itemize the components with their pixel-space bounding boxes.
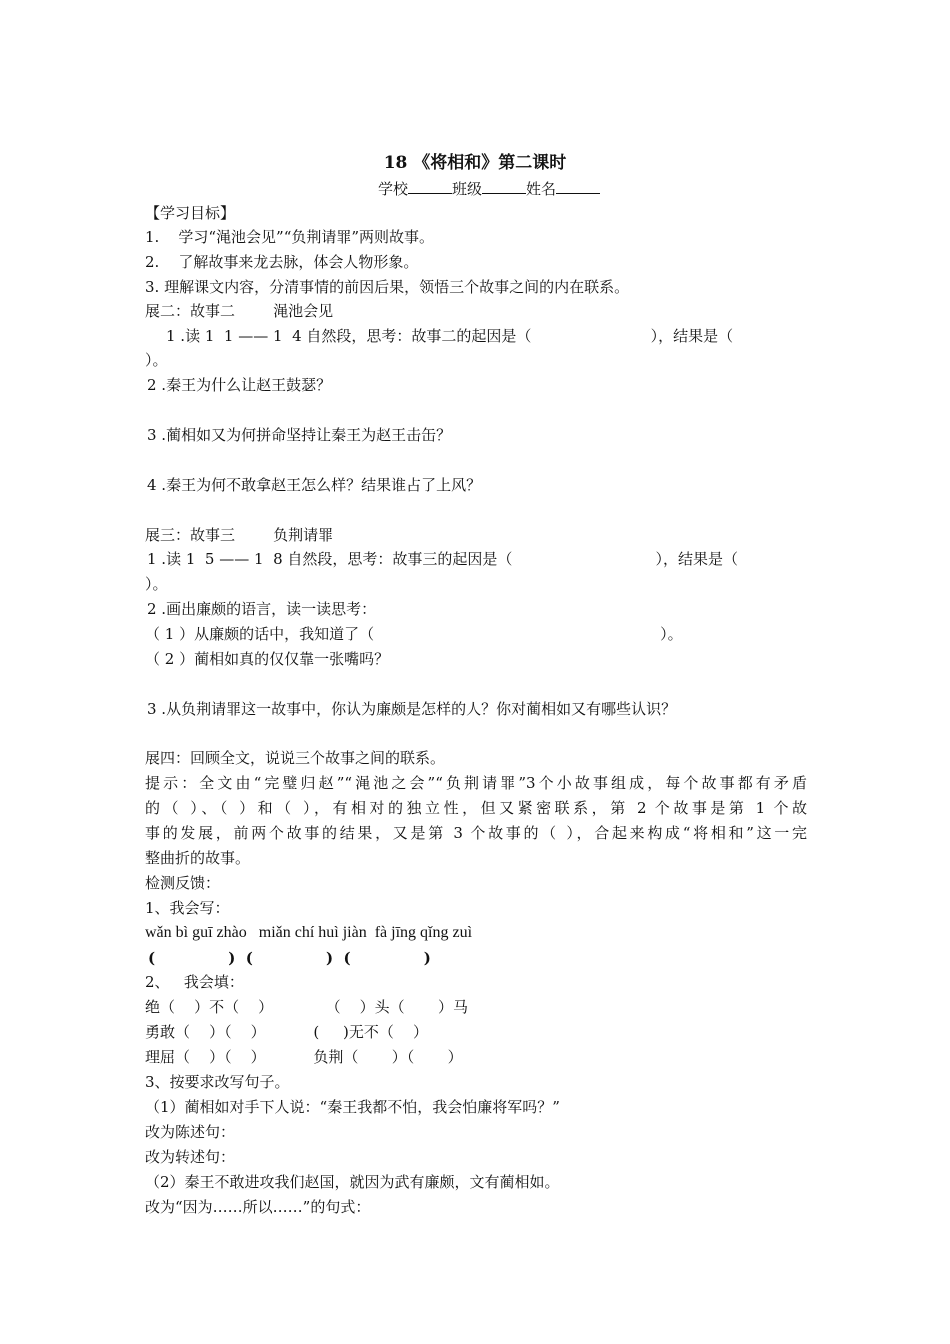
rewrite-prompt-because-so: 改为“因为……所以……”的句式：	[145, 1198, 371, 1216]
goal-item: 3. 理解课文内容，分清事情的前因后果，领悟三个故事之间的内在联系。	[145, 278, 630, 296]
feedback-section-1: 1、我会写：	[145, 899, 230, 917]
rewrite-prompt-reported: 改为转述句：	[145, 1148, 236, 1166]
goal-item: 1. 学习“渑池会见”“负荆请罪”两则故事。	[145, 228, 435, 246]
story4-hint-line: 的（ ）、（ ）和（ ），有相对的独立性，但又紧密联系，第 2 个故事是第 1 个故	[145, 799, 807, 817]
fill-row: 勇敢（ ）（ ） ( )无不（ ）	[145, 1023, 428, 1041]
story3-question-1-end: ）。	[145, 575, 168, 593]
goal-item: 2. 了解故事来龙去脉，体会人物形象。	[145, 253, 419, 271]
story4-hint-line: 事的发展，前两个故事的结果，又是第 3 个故事的（ ），合起来构成“将相和”这一完	[145, 824, 807, 842]
story4-heading: 展四：回顾全文，说说三个故事之间的联系。	[145, 749, 446, 767]
story2-question-1-end: ）。	[145, 351, 168, 369]
goals-heading: 【学习目标】	[145, 204, 236, 222]
story3-question-2b: （ 2 ）蔺相如真的仅仅靠一张嘴吗？	[145, 650, 390, 668]
story2-question-3: 3 .蔺相如又为何拼命坚持让秦王为赵王击缶？	[147, 426, 452, 444]
feedback-section-3: 3、按要求改写句子。	[145, 1073, 290, 1091]
class-blank[interactable]	[482, 179, 526, 194]
story3-question-2a: （ 1 ）从廉颇的话中，我知道了（ ）。	[145, 625, 683, 643]
story4-hint-line: 提示：全文由“完璧归赵”“渑池之会”“负荆请罪”3个小故事组成，每个故事都有矛盾	[145, 774, 807, 792]
story2-heading: 展二：故事二 渑池会见	[145, 302, 334, 320]
fill-row: 绝（ ）不（ ） （ ）头（ ）马	[145, 998, 469, 1016]
feedback-heading: 检测反馈：	[145, 874, 221, 892]
rewrite-prompt-declarative: 改为陈述句：	[145, 1123, 236, 1141]
pinyin-answer-brackets[interactable]: ( ) ( ) ( )	[148, 949, 431, 967]
rewrite-sentence-1: （1）蔺相如对手下人说：“秦王我都不怕，我会怕廉将军吗？”	[145, 1098, 560, 1116]
story3-heading: 展三：故事三 负荆请罪	[145, 526, 334, 544]
name-blank[interactable]	[556, 179, 600, 194]
pinyin-line: wǎn bì guī zhào miǎn chí huì jiàn fà jīng qǐng zuì	[145, 924, 473, 941]
fill-row: 理屈（ ）（ ） 负荆（ ）（ ）	[145, 1048, 463, 1066]
story3-question-3: 3 .从负荆请罪这一故事中，你认为廉颇是怎样的人？你对蔺相如又有哪些认识？	[147, 700, 677, 718]
class-label: 班级	[452, 180, 483, 198]
story2-question-4: 4 .秦王为何不敢拿赵王怎么样？结果谁占了上风？	[147, 476, 482, 494]
school-label: 学校	[378, 180, 409, 198]
story2-question-1: 1 .读 1 1 —— 1 4 自然段，思考：故事二的起因是（ ），结果是（	[166, 327, 734, 345]
story2-question-2: 2 .秦王为什么让赵王鼓瑟？	[147, 376, 332, 394]
page-title: 18 《将相和》第二课时	[383, 153, 567, 173]
school-blank[interactable]	[408, 179, 452, 194]
student-info	[378, 178, 600, 199]
rewrite-sentence-2: （2）秦王不敢进攻我们赵国，就因为武有廉颇，文有蔺相如。	[145, 1173, 560, 1191]
story3-question-1: 1 .读 1 5 —— 1 8 自然段，思考：故事三的起因是（ ），结果是（	[147, 550, 738, 568]
story3-question-2: 2 .画出廉颇的语言，读一读思考：	[147, 600, 377, 618]
name-label: 姓名	[526, 180, 557, 198]
story4-hint-line: 整曲折的故事。	[145, 849, 251, 867]
feedback-section-2: 2、 我会填：	[145, 973, 244, 991]
